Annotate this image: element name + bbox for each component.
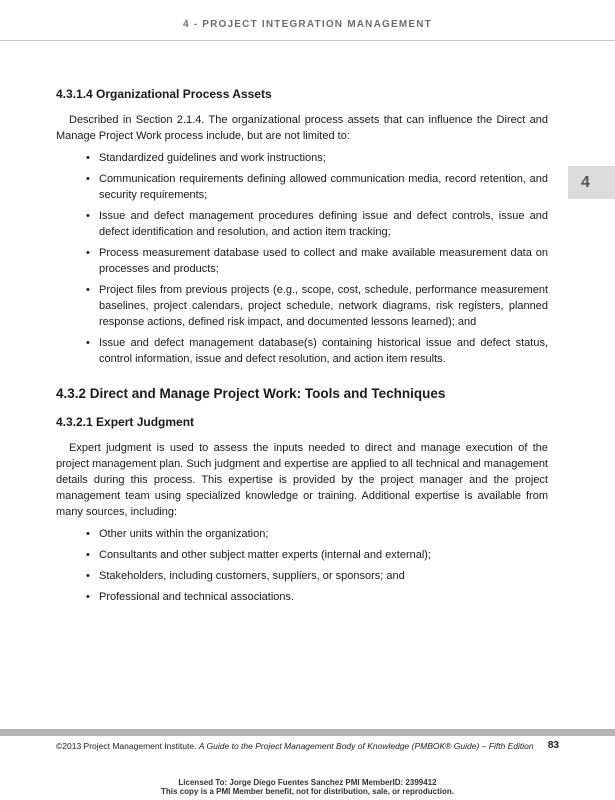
running-header-title: 4 - PROJECT INTEGRATION MANAGEMENT <box>183 19 432 30</box>
section-heading-4-3-2: 4.3.2 Direct and Manage Project Work: Tools and Techniques <box>56 386 446 401</box>
list-item: • Project files from previous projects (e.g., scope, cost, schedule, performance measurement baselines, project calendars, project schedule, network diagrams, risk registers, planned response actions, defined risk impact, and documented lessons learned); and <box>99 282 548 330</box>
footer-rule <box>0 729 615 736</box>
license-line-1: Licensed To: Jorge Diego Fuentes Sanchez PMI MemberID: 2399412 <box>178 778 437 787</box>
list-item: • Standardized guidelines and work instructions; <box>99 150 548 166</box>
list-item: • Communication requirements defining allowed communication media, record retention, and security requirements; <box>99 171 548 203</box>
page-number: 83 <box>547 740 559 751</box>
list-item: • Professional and technical associations. <box>99 589 548 605</box>
list-item: • Process measurement database used to collect and make available measurement data on processes and products; <box>99 245 548 277</box>
bullet-list-process-assets <box>56 150 548 367</box>
list-item: • Other units within the organization; <box>99 526 548 542</box>
footer-copyright: ©2013 Project Management Institute. <box>56 741 197 751</box>
running-header <box>0 0 615 41</box>
list-item: • Consultants and other subject matter experts (internal and external); <box>99 547 548 563</box>
bullet-list-expertise-sources <box>56 526 548 605</box>
list-item: • Stakeholders, including customers, suppliers, or sponsors; and <box>99 568 548 584</box>
chapter-tab: 4 <box>568 166 615 199</box>
list-item: • Issue and defect management database(s) containing historical issue and defect status, control information, issue and defect resolution, and action item results. <box>99 335 548 367</box>
section-intro-paragraph: Expert judgment is used to assess the inputs needed to direct and manage execution of the project management plan. Such judgment and expertise are applied to all technical and management details during this process. This expertise is provided by the project manager and the project management team using specialized knowledge or training. Additional expertise is available from many sources, including: <box>56 442 548 518</box>
section-intro-paragraph: Described in Section 2.1.4. The organizational process assets that can influence the Direct and Manage Project Work process include, but are not limited to: <box>56 114 548 142</box>
footer-book-title: A Guide to the Project Management Body of Knowledge (PMBOK® Guide) – Fifth Edition <box>198 741 534 751</box>
footer-citation <box>56 741 534 751</box>
section-heading-4-3-1-4: 4.3.1.4 Organizational Process Assets <box>56 87 272 101</box>
page-content <box>56 86 548 610</box>
license-line-2: This copy is a PMI Member benefit, not for distribution, sale, or reproduction. <box>161 787 454 796</box>
section-heading-4-3-2-1: 4.3.2.1 Expert Judgment <box>56 415 195 429</box>
list-item: • Issue and defect management procedures defining issue and defect controls, issue and defect identification and resolution, and action item tracking; <box>99 208 548 240</box>
